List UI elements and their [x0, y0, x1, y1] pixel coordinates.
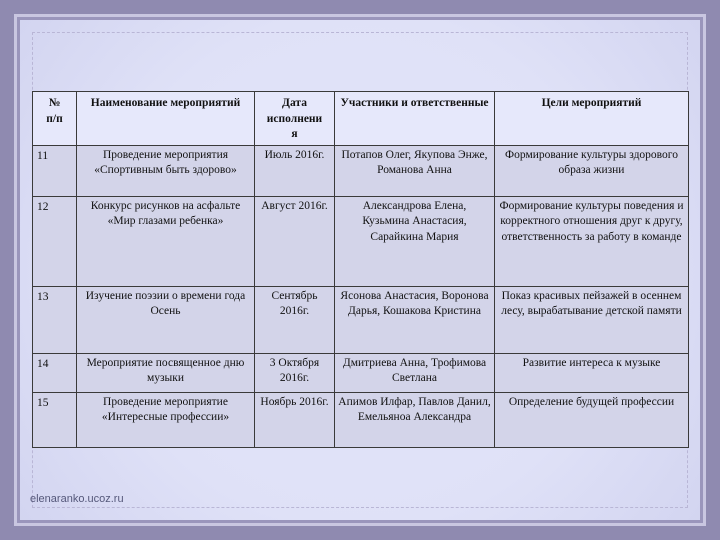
table-row: [33, 353, 689, 392]
event-participants: Ясонова Анастасия, Воронова Дарья, Кошакова Кристина: [335, 286, 495, 353]
table-row: [33, 392, 689, 447]
row-number: 15: [33, 392, 77, 447]
header-number-line-2: п/п: [46, 112, 63, 125]
event-goals: Формирование культуры поведения и корректного отношения друг к другу, ответственность за работу в команде: [495, 196, 689, 286]
table-row: [33, 196, 689, 286]
header-name: Наименование мероприятий: [77, 92, 255, 146]
event-goals: Формирование культуры здорового образа жизни: [495, 145, 689, 196]
event-date: Июль 2016г.: [255, 145, 335, 196]
row-number: 12: [33, 196, 77, 286]
table-row: [33, 145, 689, 196]
event-date: Сентябрь 2016г.: [255, 286, 335, 353]
header-goals: Цели мероприятий: [495, 92, 689, 146]
event-date: 3 Октября 2016г.: [255, 353, 335, 392]
row-number: 11: [33, 145, 77, 196]
event-participants: Дмитриева Анна, Трофимова Светлана: [335, 353, 495, 392]
event-participants: Апимов Илфар, Павлов Данил, Емельяноа Александра: [335, 392, 495, 447]
event-date: Ноябрь 2016г.: [255, 392, 335, 447]
header-date: [255, 92, 335, 146]
header-date-line-1: Дата: [282, 97, 307, 109]
header-number: [33, 92, 77, 146]
event-goals: Определение будущей профессии: [495, 392, 689, 447]
header-number-line-1: №: [48, 97, 61, 109]
event-name: Изучение поэзии о времени года Осень: [77, 286, 255, 353]
event-name: Конкурс рисунков на асфальте «Мир глазами ребенка»: [77, 196, 255, 286]
events-table: [32, 91, 689, 448]
event-participants: Потапов Олег, Якупова Энже, Романова Анна: [335, 145, 495, 196]
event-name: Проведение мероприятие «Интересные профессии»: [77, 392, 255, 447]
event-name: Мероприятие посвященное дню музыки: [77, 353, 255, 392]
table-header-row: [33, 92, 689, 146]
row-number: 14: [33, 353, 77, 392]
header-date-line-3: я: [291, 128, 298, 140]
event-name: Проведение мероприятия «Спортивным быть здорово»: [77, 145, 255, 196]
table-row: [33, 286, 689, 353]
header-participants: Участники и ответственные: [335, 92, 495, 146]
event-participants: Александрова Елена, Кузьмина Анастасия, Сарайкина Мария: [335, 196, 495, 286]
event-goals: Показ красивых пейзажей в осеннем лесу, вырабатывание детской памяти: [495, 286, 689, 353]
event-goals: Развитие интереса к музыке: [495, 353, 689, 392]
site-watermark: elenaranko.ucoz.ru: [30, 493, 124, 505]
header-date-line-2: исполнени: [266, 112, 323, 125]
row-number: 13: [33, 286, 77, 353]
event-date: Август 2016г.: [255, 196, 335, 286]
